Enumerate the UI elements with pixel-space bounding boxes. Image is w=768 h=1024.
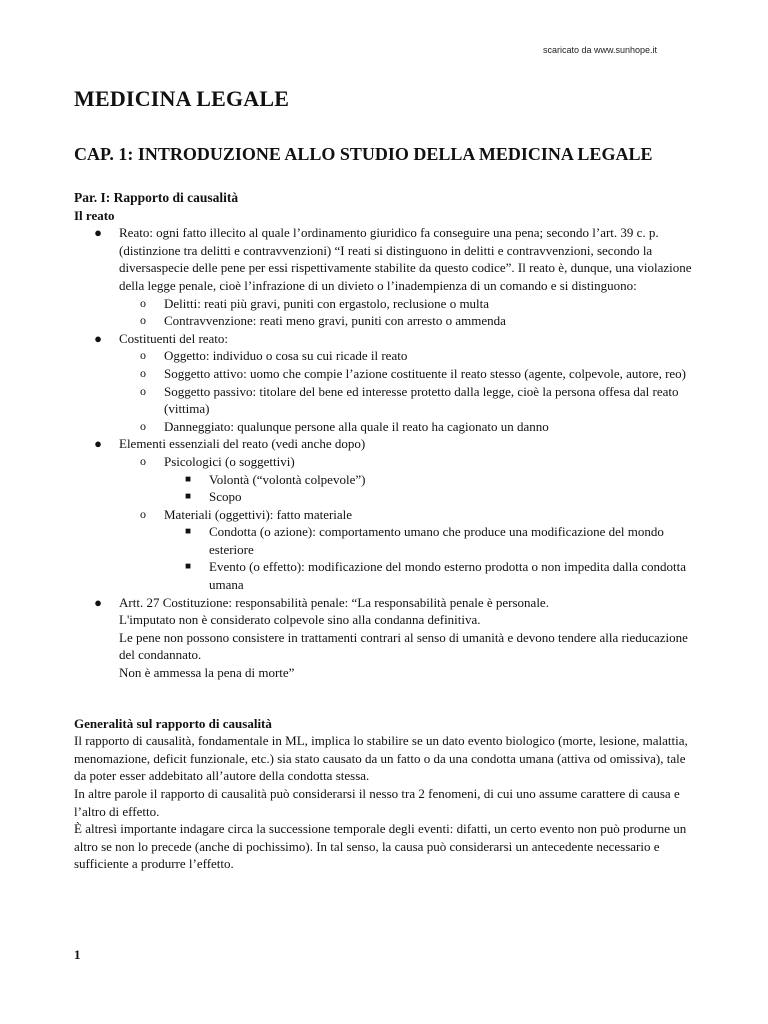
list-item-psicologici [119,453,699,506]
circle-marker: o [140,365,146,380]
list-item-text: Costituenti del reato: [119,330,229,346]
list-item-text: Volontà (“volontà colpevole”) [209,471,366,487]
list-item-text: Materiali (oggettivi): fatto materiale [164,506,353,522]
subheading-reato: Il reato [74,207,115,223]
bullet-marker: ● [94,436,102,452]
circle-marker: o [140,295,146,310]
sub-list [119,347,699,435]
section-title: Generalità sul rapporto di causalità [74,715,272,731]
list-item [119,347,699,365]
list-item-text: Condotta (o azione): comportamento umano che produce una modificazione del mondo esteriore [209,524,664,557]
document-body [74,189,699,873]
list-item [164,471,699,489]
list-item-materiali [119,506,699,594]
list-item-text: Delitti: reati più gravi, puniti con ergastolo, reclusione o multa [164,295,490,311]
square-marker: ■ [184,491,192,503]
circle-marker: o [140,453,146,468]
sub-list [119,453,699,594]
document-title: MEDICINA LEGALE [74,86,290,111]
list-item-artt [74,594,699,682]
chapter-title: CAP. 1: INTRODUZIONE ALLO STUDIO DELLA MEDICINA LEGALE [74,144,653,164]
artt-line: L'imputato non è considerato colpevole sino alla condanna definitiva. [119,612,481,628]
source-note: scaricato da www.sunhope.it [543,45,658,55]
circle-marker: o [140,506,146,521]
section-paragraph: È altresì importante indagare circa la successione temporale degli eventi: difatti, un certo evento non può produrne un altro se non lo precede (anche di pochissimo). In tal senso, la causa può considerarsi un antecedente necessario e sufficiente a produrre l’effetto. [74,821,687,872]
bullet-marker: ● [94,330,102,346]
circle-marker: o [140,313,146,328]
artt-line: Le pene non possono consistere in trattamenti contrari al senso di umanità e devono tendere alla rieducazione del condannato. [119,629,688,663]
list-item-text: Elementi essenziali del reato (vedi anche dopo) [119,436,366,452]
bullet-marker: ● [94,225,102,241]
section-causalita [74,715,699,873]
main-bullet-list [74,224,699,681]
list-item [119,312,699,330]
artt-line: Non è ammessa la pena di morte” [119,665,295,681]
spacer [74,682,699,715]
list-item [164,488,699,506]
paragraph-title: Par. I: Rapporto di causalità [74,190,239,205]
list-item-text: Soggetto attivo: uomo che compie l’azione costituente il reato stesso (agente, colpevole, autore, reo) [164,365,686,381]
circle-marker: o [140,383,146,398]
page-number: 1 [74,947,81,962]
bullet-marker: ● [94,594,102,610]
list-item-text: Scopo [209,489,242,505]
list-item-text: Reato: ogni fatto illecito al quale l’ordinamento giuridico fa conseguire una pena; secondo l’art. 39 c. p. (distinzione tra delitti e contravvenzioni) “I reati si distinguono in delitti e contravvenzioni, secondo la diversaspecie delle pene per essi rispettivamente stabilite da questo codice”. Il reato è, dunque, una violazione della legge penale, cioè l’infrazione di un divieto o l’inadempienza di un comando e si distinguono: [119,225,692,293]
list-item [119,418,699,436]
circle-marker: o [140,348,146,363]
sub-sub-list [164,471,699,506]
list-item [164,558,699,593]
list-item [164,523,699,558]
list-item [119,295,699,313]
artt-line: Artt. 27 Costituzione: responsabilità penale: “La responsabilità penale è personale. [119,594,549,610]
square-marker: ■ [184,526,192,538]
list-item-text: Psicologici (o soggettivi) [164,453,295,469]
section-paragraph: Il rapporto di causalità, fondamentale in ML, implica lo stabilire se un dato evento biologico (morte, lesione, malattia, menomazione, deficit funzionale, etc.) sia stato causato da un fatto o da una condotta umana (attiva od omissiva), tale da poter esser addebitato all’autore della condotta stessa. [74,733,688,784]
list-item-text: Danneggiato: qualunque persone alla quale il reato ha cagionato un danno [164,418,549,434]
list-item-text: Evento (o effetto): modificazione del mondo esterno prodotta o non impedita dalla condotta umana [209,559,687,593]
list-item-elementi [74,435,699,593]
list-item-costituenti [74,330,699,436]
circle-marker: o [140,418,146,433]
list-item-text: Contravvenzione: reati meno gravi, puniti con arresto o ammenda [164,313,506,329]
list-item-text: Oggetto: individuo o cosa su cui ricade il reato [164,348,408,364]
list-item [119,365,699,383]
list-item [119,383,699,418]
square-marker: ■ [184,561,192,573]
sub-sub-list [164,523,699,593]
list-item-text: Soggetto passivo: titolare del bene ed interesse protetto dalla legge, cioè la persona offesa dal reato (vittima) [164,383,679,417]
section-paragraph: In altre parole il rapporto di causalità può considerarsi il nesso tra 2 fenomeni, di cui uno assume carattere di causa e l’altro di effetto. [74,786,680,819]
square-marker: ■ [184,473,192,485]
list-item-reato [74,224,699,330]
sub-list [119,295,699,330]
